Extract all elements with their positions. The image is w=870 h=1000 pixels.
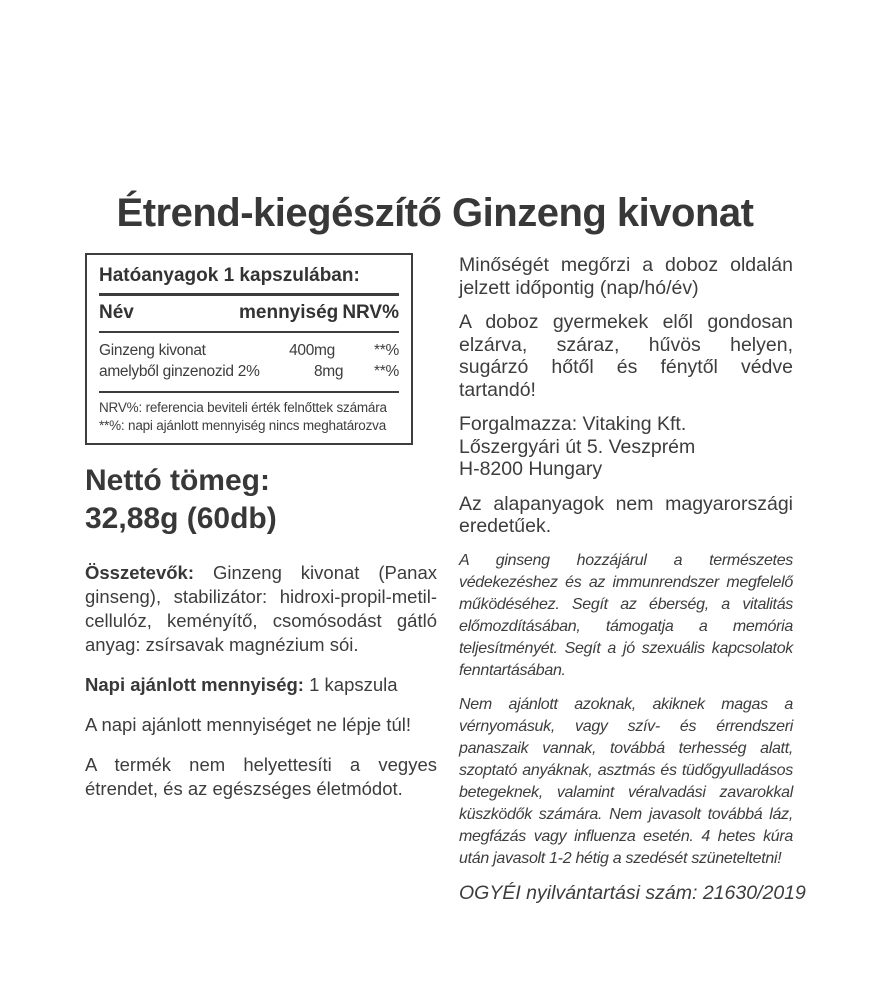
- ingredient-amount: 400mg: [289, 342, 335, 359]
- footnote-nrv: NRV%: referencia beviteli érték felnőttek számára: [99, 400, 387, 415]
- warning-balanced-diet: A termék nem helyettesíti a vegyes étrendet, és az egészséges életmódot.: [85, 754, 437, 799]
- left-column: [85, 253, 437, 904]
- content-columns: [85, 253, 806, 904]
- distributor-name: Forgalmazza: Vitaking Kft.: [459, 413, 687, 435]
- best-before-paragraph: Minőségét megőrzi a doboz oldalán jelzett időpontig (nap/hó/év): [459, 254, 793, 299]
- supplement-table-header-row: [99, 296, 399, 331]
- daily-dose-label: Napi ajánlott mennyiség:: [85, 674, 304, 695]
- storage-paragraph: A doboz gyermekek elől gondosan elzárva, száraz, hűvös helyen, sugárzó hőtől és fénytől védve tartandó!: [459, 311, 793, 401]
- supplement-facts-heading: Hatóanyagok 1 kapszulában:: [99, 265, 360, 286]
- column-header-name: Név: [99, 302, 134, 323]
- contraindications-paragraph: Nem ajánlott azoknak, akiknek magas a vérnyomásuk, vagy szív- és érrendszeri panaszaik vannak, továbbá terhesség alatt, szoptató anyáknak, asztmás és tüdőgyulladásos betegeknek, valamint véralvadási zavarokkal küszködők számára. Nem javasolt továbbá láz, megfázás vagy influenza esetén. 4 hetes kúra után javasolt 1-2 hétig a szedését szüneteltetni!: [459, 695, 793, 867]
- ingredients-label: Összetevők:: [85, 562, 194, 583]
- warning-do-not-exceed: A napi ajánlott mennyiséget ne lépje túl!: [85, 714, 412, 735]
- net-weight-label: Nettó tömeg:: [85, 464, 270, 497]
- net-weight: [85, 462, 437, 538]
- right-column: [459, 253, 806, 904]
- daily-dose-value: 1 kapszula: [309, 674, 398, 695]
- ingredient-name: amelyből ginzenozid 2%: [99, 363, 260, 380]
- net-weight-value: 32,88g (60db): [85, 502, 277, 535]
- daily-dose-paragraph: [85, 673, 437, 697]
- supplement-table-body: [99, 333, 399, 391]
- registration-number: OGYÉI nyilvántartási szám: 21630/2019: [459, 881, 806, 904]
- distributor-block: [459, 413, 793, 481]
- page-title: Étrend-kiegészítő Ginzeng kivonat: [116, 191, 754, 235]
- ingredient-name: Ginzeng kivonat: [99, 342, 206, 359]
- ingredients-paragraph: [85, 561, 437, 657]
- column-header-nrv: NRV%: [342, 302, 399, 323]
- distributor-country: H-8200 Hungary: [459, 458, 603, 480]
- ingredient-nrv: **%: [374, 363, 399, 380]
- health-claims-paragraph: A ginseng hozzájárul a természetes védekezéshez és az immunrendszer megfelelő működéséhez. Segít az éberség, a vitalitás előmozdításában, támogatja a memória teljesítményét. Segít a jó szexuális kapcsolatok fenntartásában.: [459, 551, 793, 679]
- origin-paragraph: Az alapanyagok nem magyarországi eredetűek.: [459, 492, 793, 537]
- footnote-daily: **%: napi ajánlott mennyiség nincs meghatározva: [99, 418, 387, 433]
- supplement-facts-box: [85, 253, 413, 445]
- ingredient-amount: 8mg: [313, 363, 344, 380]
- table-row: [99, 340, 399, 361]
- table-footnotes: [99, 393, 399, 437]
- table-row: [99, 361, 399, 382]
- ingredients-text: Ginzeng kivonat (Panax ginseng), stabilizátor: hidroxi-propil-metil-cellulóz, keményítő, csomósodást gátló anyag: zsírsavak magnézium sói.: [85, 562, 437, 655]
- distributor-street: Lőszergyári út 5. Veszprém: [459, 435, 696, 458]
- ingredient-nrv: **%: [374, 342, 399, 359]
- column-header-amount: mennyiség: [239, 302, 339, 323]
